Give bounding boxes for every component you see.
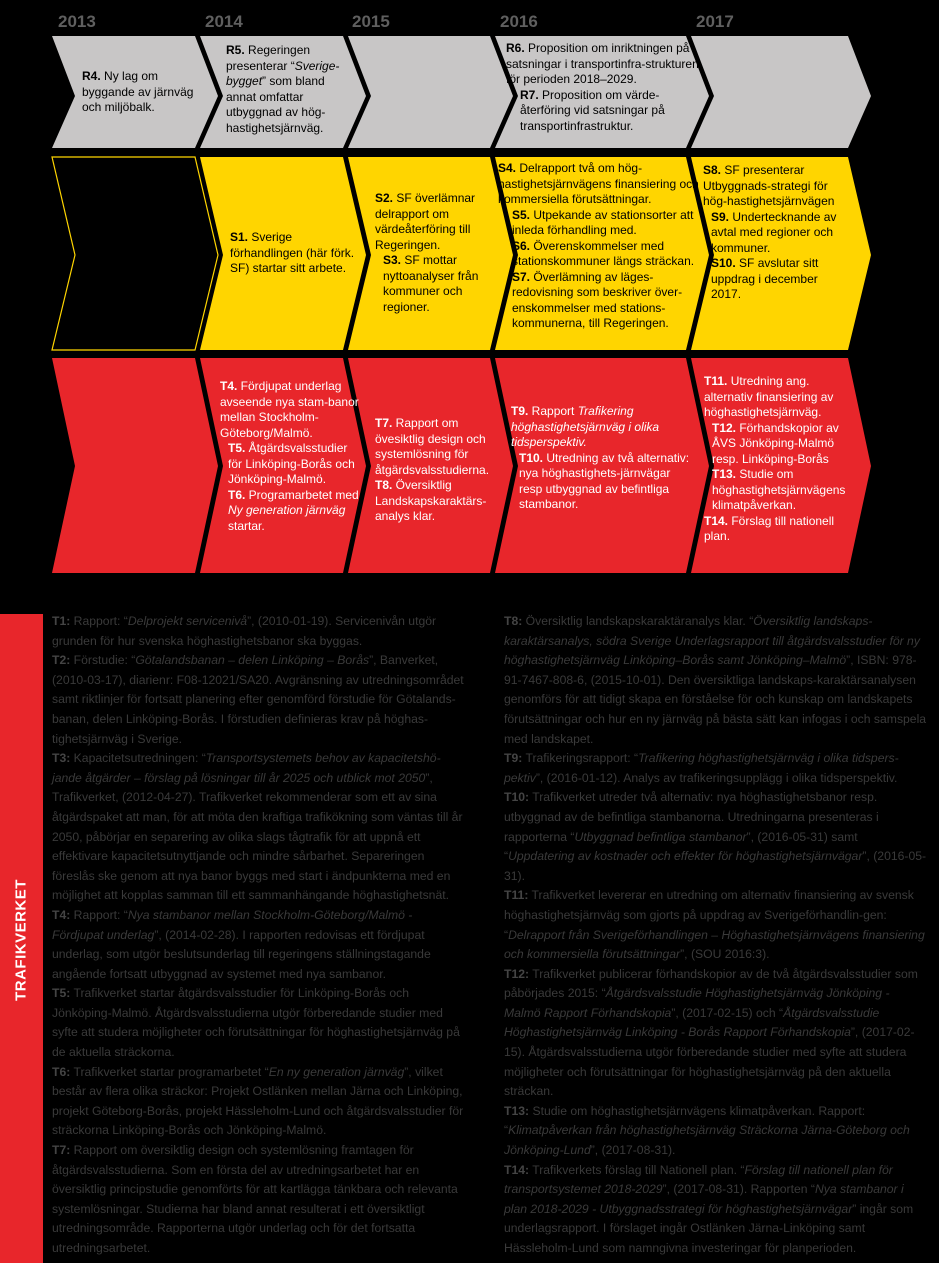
note-t13 xyxy=(504,1102,927,1161)
note-text: ”, (2010-01-19). Servicenivån utgör grunden för hur svenska höghastighetsbanor ska byggas. xyxy=(52,614,437,648)
note-code: T2: xyxy=(52,653,71,668)
note-t5 xyxy=(52,984,466,1062)
note-code: T11: xyxy=(504,888,529,903)
tv-chevron-2013 xyxy=(52,358,218,573)
note-code: T4: xyxy=(52,907,71,922)
regering-chevron-2017 xyxy=(691,36,871,148)
note-text: Nya stambanor mellan Stockholm-Göteborg/Malmö - Fördjupat underlag xyxy=(52,907,413,942)
note-t12 xyxy=(504,965,927,1102)
sf-2016-text: S4. Delrapport två om hög-hastighetsjärnvägens finansiering och kommersiella förutsättningar. S5. Utpekande av stationsorter att inleda förhandling med. S6. Överenskommelser med stationskommuner längs sträckan. S7. Överlämning av läges-redovisning som beskriver över-enskommelser med stations-kommunerna, till Regeringen. xyxy=(498,161,699,330)
tv-2014-text: T4. Fördjupat underlag avseende nya stam-banor mellan Stockholm-Göteborg/Malmö. T5. Åtgärdsvalsstudier för Linköping-Borås och Jönköping-Malmö. T6. Programarbetet med Ny generation järnväg startar. xyxy=(220,379,359,533)
note-code: T3: xyxy=(52,751,71,766)
sidebar-label: TRAFIKVERKET xyxy=(12,879,30,1001)
note-text: Götalandsbanan – delen Linköping – Borås xyxy=(135,653,370,668)
note-text: ”, vilket består av flera olika sträckor: Projekt Ostlänken mellan Järna och Linköping, projekt Göteborg-Borås, projekt Hässleholm-Lund och åtgärdsvalsstudier för sträckorna Linköping-Borås och Jönköping-Malmö. xyxy=(52,1064,464,1138)
note-code: T12: xyxy=(504,966,530,981)
regering-2016-text: R6. Proposition om inriktningen på satsningar i transportinfra-strukturen för perioden 2018–2029. R7. Proposition om värde-återföring vid satsningar på transportinfrastruktur. xyxy=(506,41,699,133)
note-text: Rapport: “ xyxy=(70,614,128,628)
note-text: Trafikering höghastighetsjärnväg i olika tidspers-pektiv xyxy=(504,751,899,785)
note-text: ”, Banverket, (2010-03-17), diarienr: F08-12021/SA20. Avgränsning av utredningsområdet samt riktlinjer för fortsatt planering efter genomförd förstudie för Götalands-banan, delen Linköping-Borås. I förstudien definieras krav på höghas-tighetsjärnväg i Sverige. xyxy=(52,653,464,746)
note-text: Uppdatering av kostnader och effekter för höghastighetsjärnvägar xyxy=(508,849,863,864)
year-2016: 2016 xyxy=(500,12,538,31)
note-text: ”, Trafikverket, (2012-04-27). Trafikverket rekommenderar som ett av sina åtgärdspaket att man, för att möta den kraftiga trafikökning som väntas till år 2050, påbörjar en separering av olika slags tågtrafik för att uppnå ett effektivare kapacitetsutnyttjande och mindre sårbarhet. Separeringen föreslås ske genom att nya banor byggs med start i ändpunkterna med en möjlighet att kopplas samman till ett sammanhängande höghastighetsnät. xyxy=(52,770,463,903)
year-2015: 2015 xyxy=(352,12,390,31)
note-text: Rapport: “ xyxy=(70,907,128,922)
note-code: T13: xyxy=(504,1103,530,1118)
note-text: ”, (2016-05-31). xyxy=(504,849,927,883)
note-text: Förslag till nationell plan för transportsystemet 2018-2029 xyxy=(504,1162,893,1197)
note-text: ”, (2017-08-31). xyxy=(590,1143,676,1158)
note-text: Trafikeringsrapport: “ xyxy=(522,751,639,766)
note-t2 xyxy=(52,651,466,749)
note-text: Transportsystemets behov av kapacitetshö-jande åtgärder – förslag på lösningar till år 2025 och utblick mot 2050 xyxy=(52,751,441,785)
note-text: Utbyggnad befintliga stambanor xyxy=(574,829,747,844)
regering-chevron-2015 xyxy=(348,36,513,148)
note-text: Trafikverket utreder två alternativ: nya höghastighetsbanor resp. utbyggnad av de befintliga stambanorna. Utredningarna presenteras i rapporterna “ xyxy=(504,790,879,844)
note-text: Trafikverket startar programarbetet “ xyxy=(70,1064,269,1079)
note-t10 xyxy=(504,788,927,886)
note-code: T5: xyxy=(52,986,71,1001)
note-text: Studie om höghastighetsjärnvägens klimatpåverkan. Rapport: “ xyxy=(504,1103,866,1138)
note-code: T10: xyxy=(504,790,530,805)
note-code: T1: xyxy=(52,614,71,628)
note-text: Åtgärdsvalsstudie Höghastighetsjärnväg Linköping - Borås Rapport Förhandskopia xyxy=(504,1005,880,1040)
year-2013: 2013 xyxy=(58,12,96,31)
tv-2017-text: T11. Utredning ang. alternativ finansiering av höghastighetsjärnväg. T12. Förhandskopior av ÅVS Jönköping-Malmö resp. Linköping-Borås T13. Studie om höghastighetsjärnvägens klimatpåverkan. T14. Förslag till nationell plan. xyxy=(704,374,846,543)
note-text: Översiktlig landskaps-karaktärsanalys, södra Sverige Underlagsrapport till åtgärdsvalsstudier för ny höghastighetsjärnväg Linköping–Borås samt Jönköping–Malmö xyxy=(504,614,920,668)
sf-2014-text: S1. Sverige förhandlingen (här förk. SF) startar sitt arbete. xyxy=(230,230,355,275)
note-t14 xyxy=(504,1161,927,1259)
note-t1 xyxy=(52,612,466,651)
note-text: Kapacitetsutredningen: “ xyxy=(70,751,206,766)
sf-2017-text: S8. SF presenterar Utbyggnads-strategi för hög-hastighetsjärnvägen S9. Undertecknande av avtal med regioner och kommuner. S10. SF avslutar sitt uppdrag i december 2017. xyxy=(703,163,837,301)
note-text: En ny generation järnväg xyxy=(268,1064,405,1079)
regering-2013-text: R4. Ny lag om byggande av järnväg och miljöbalk. xyxy=(82,69,194,114)
note-text: Delprojekt servicenivå xyxy=(127,614,248,628)
year-2014: 2014 xyxy=(205,12,243,31)
note-text: Trafikverket levererar en utredning om alternativ finansiering av svensk höghastighetsjärnväg som gjorts på uppdrag av Sverigeförhandlin-gen: “ xyxy=(504,888,914,942)
note-code: T8: xyxy=(504,614,523,628)
sf-2015-text: S2. SF överlämnar delrapport om värdeåterföring till Regeringen. S3. SF mottar nyttoanalyser från kommuner och regioner. xyxy=(375,191,479,314)
note-t3 xyxy=(52,749,466,906)
note-text: Rapport om översiktlig design och systemlösning framtagen för åtgärdsvalsstudierna. Som en första del av utredningsarbetet har en översiktlig principstudie genomförts för att kartlägga tänkbara och relevanta systemlösningar. Studierna har bland annat resulterat i ett översiktligt utredningsområde. Rapporterna utgör underlag och för det fortsatta utredningsarbetet. xyxy=(52,1143,458,1255)
tv-2015-text: T7. Rapport om övesiktlig design och systemlösning för åtgärdsvalsstudierna. T8. Översiktlig Landskapskaraktärs-analys klar. xyxy=(375,416,490,523)
note-code: T14: xyxy=(504,1162,530,1177)
note-text: ”, (2016-05-31) samt “ xyxy=(504,829,858,864)
note-t4 xyxy=(52,906,466,984)
note-text: ”, (2017-02-15) och “ xyxy=(671,1005,784,1020)
notes-right-column xyxy=(504,612,927,1259)
note-text: Trafikverket publicerar förhandskopior av de två åtgärdsvalsstudier som påbörjades 2015: “ xyxy=(504,966,918,1001)
note-t9 xyxy=(504,749,927,788)
note-t6 xyxy=(52,1063,466,1141)
note-t11 xyxy=(504,886,927,964)
note-t7 xyxy=(52,1141,466,1259)
note-text: ”, (2017-02-15). Åtgärdsvalsstudierna utgör förberedande studier med syfte att studera möjligheter och förutsättningar för höghastighetsjärnväg på den aktuella sträckan. xyxy=(504,1025,915,1099)
note-text: ”, (2016-01-12). Analys av trafikeringsupplägg i olika tidsperspektiv. xyxy=(535,770,898,785)
notes-left-column xyxy=(52,612,466,1259)
note-text: ”, (2014-02-28). I rapporten redovisas ett fördjupat underlag, som utgör beslutsunderlag till regeringens ställningstagande angående fortsatt utbyggnad av systemet med nya sambanor. xyxy=(52,927,431,981)
note-text: Klimatpåverkan från höghastighetsjärnväg Sträckorna Järna-Göteborg och Jönköping-Lund xyxy=(504,1123,910,1158)
note-text: ”, (2017-08-31). Rapporten “ xyxy=(662,1182,815,1197)
note-text: Förstudie: “ xyxy=(70,653,136,668)
note-code: T6: xyxy=(52,1064,71,1079)
note-text: Delrapport från Sverigeförhandlingen – Höghastighetsjärnvägens finansiering och kommersiella förutsättningar xyxy=(504,927,925,962)
sf-chevron-2013 xyxy=(52,157,218,350)
note-t8 xyxy=(504,612,927,749)
regering-2014-text: R5. Regeringen presenterar “Sverige-bygget” som bland annat omfattar utbyggnad av hög-hastighetsjärnväg. xyxy=(226,43,340,135)
note-text: ”, ISBN: 978-91-7467-808-6, (2015-10-01). Den översiktliga landskaps-karaktärsanalysen genomförs för att tidigt skapa en förståelse för och kunskap om landskapets förutsättningar och hur en ny järnväg på bästa sätt kan infogas i och samspela med landskapet. xyxy=(504,653,927,746)
note-text: Trafikverkets förslag till Nationell plan. “ xyxy=(529,1162,745,1177)
year-2017: 2017 xyxy=(696,12,734,31)
note-text: Nya stambanor i plan 2018-2029 - Utbyggnadsstrategi för höghastighetsjärnvägar xyxy=(504,1182,904,1216)
note-code: T9: xyxy=(504,751,523,766)
note-text: Trafikverket startar åtgärdsvalsstudier för Linköping-Borås och Jönköping-Malmö. Åtgärdsvalsstudierna utgör förberedande studier med syfte att studera möjligheter och förutsättningar för höghastighetsjärnväg på de aktuella sträckorna. xyxy=(52,986,460,1060)
note-text: Åtgärdsvalsstudie Höghastighetsjärnväg Jönköping - Malmö Rapport Förhandskopia xyxy=(504,986,890,1020)
note-code: T7: xyxy=(52,1143,71,1158)
note-text: ”, (SOU 2016:3). xyxy=(680,947,770,962)
note-text: ” ingår som underlagsrapport. I förslaget ingår Ostlänken Järna-Linköping samt Hässleholm-Lund som namngivna investeringar för planperioden. xyxy=(504,1201,914,1255)
note-text: Översiktlig landskapskaraktäranalys klar. “ xyxy=(522,614,754,628)
tv-2016-text: T9. Rapport Trafikering höghastighetsjärnväg i olika tidsperspektiv. T10. Utredning av två alternativ: nya höghastighets-järnvägar resp utbyggnad av befintliga stambanor. xyxy=(511,404,690,511)
